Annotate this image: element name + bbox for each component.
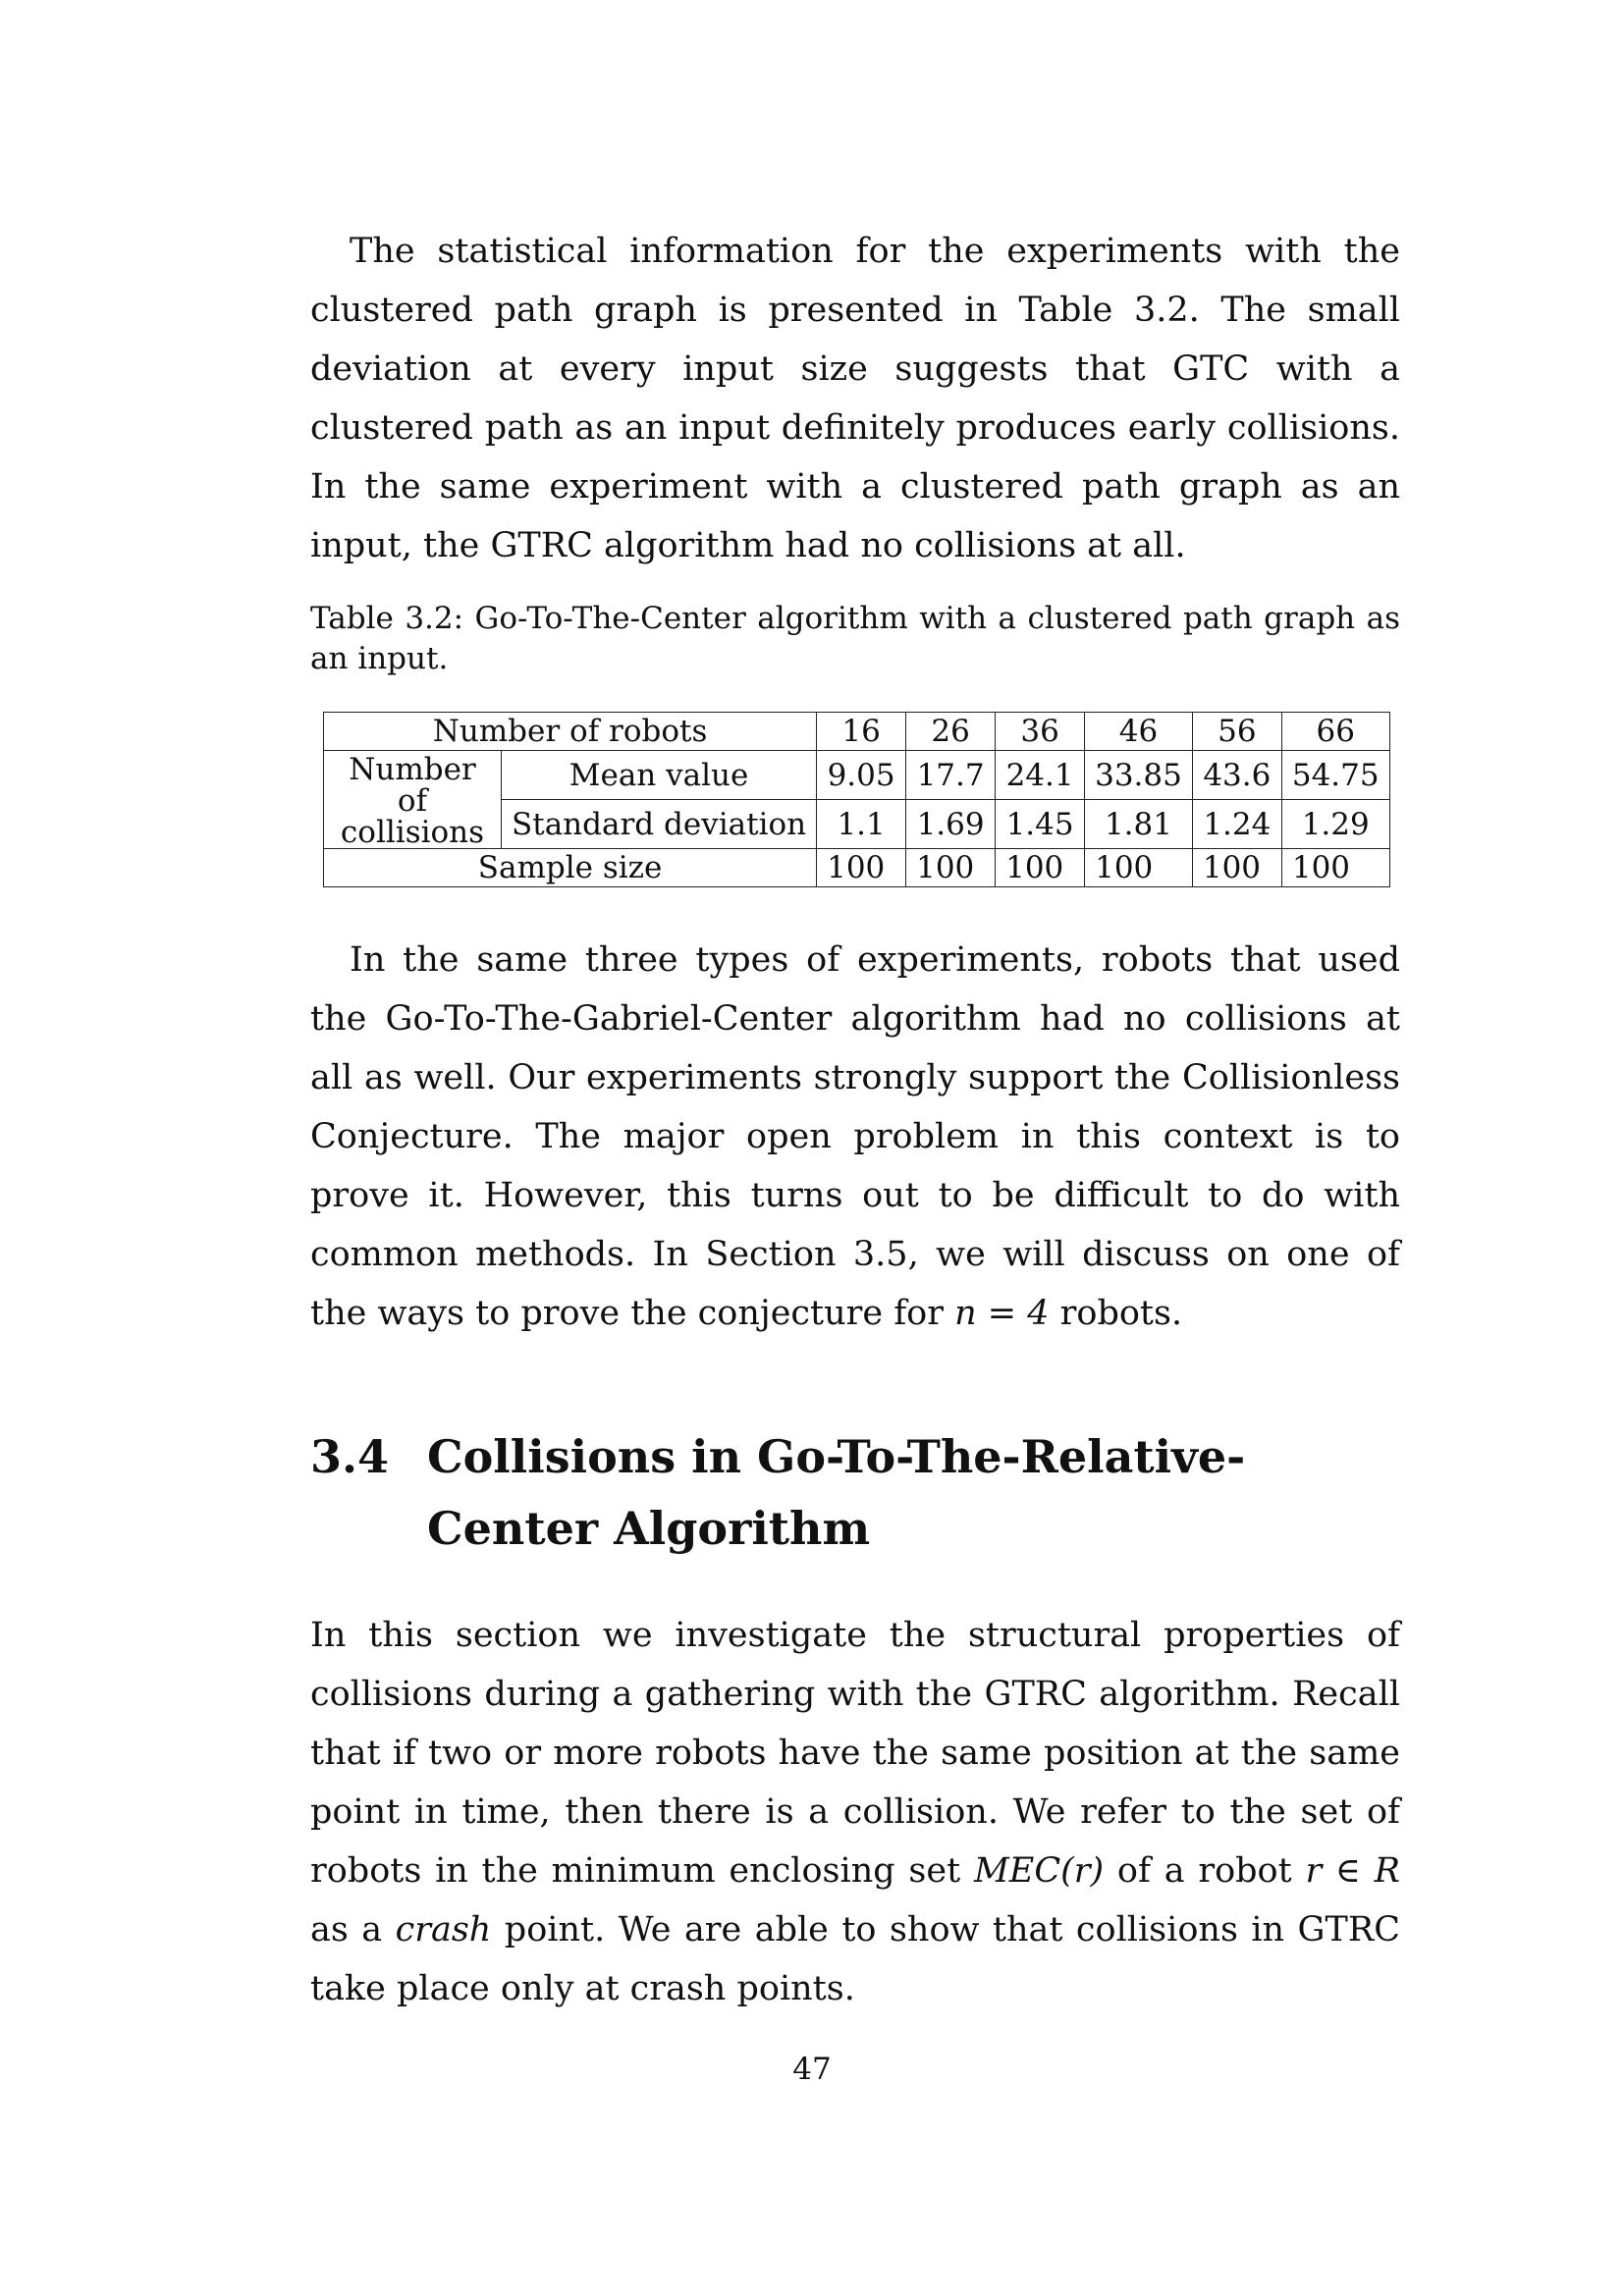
- table-cell: 1.29: [1281, 800, 1389, 849]
- table-row: [324, 751, 1390, 800]
- table-cell: 33.85: [1085, 751, 1193, 800]
- section-title: Collisions in Go-To-The-Relative-Center Algorithm: [427, 1430, 1246, 1555]
- paragraph-statistical-info: [310, 222, 1400, 575]
- paragraph-3-part1: In this section we investigate the structural properties of collisions during a gathering with the GTRC algorithm. Recall that if two or more robots have the same position at the same point in time, then there is a collision. We refer to the set of robots in the minimum enclosing set: [310, 1616, 1400, 1891]
- table-cell: 1.69: [906, 800, 996, 849]
- header-cell: 26: [906, 713, 996, 751]
- math-mec-r: MEC(r): [973, 1851, 1105, 1891]
- paragraph-2-body: In the same three types of experiments, robots that used the Go-To-The-Gabriel-Center algorithm had no collisions at all as well. Our experiments strongly support the Collisionless Conjecture. The major open problem in this context is to prove it. However, this turns out to be difficult to do with common methods. In Section 3.5, we will discuss on one of the ways to prove the conjecture for: [310, 940, 1400, 1333]
- table-cell: 100: [817, 849, 906, 887]
- header-cell: 56: [1192, 713, 1281, 751]
- table-cell: 100: [1281, 849, 1389, 887]
- table-row: [324, 849, 1390, 887]
- header-label-cell: Number of robots: [324, 713, 817, 751]
- table-caption: Table 3.2: Go-To-The-Center algorithm with a clustered path graph as an input.: [310, 601, 1400, 676]
- table-cell: 100: [1192, 849, 1281, 887]
- mean-label-cell: Mean value: [502, 751, 817, 800]
- paragraph-1-text: The statistical information for the experiments with the clustered path graph is presented in Table 3.2. The small deviation at every input size suggests that GTC with a clustered path as an input definitely produces early collisions. In the same experiment with a clustered path graph as an input, the GTRC algorithm had no collisions at all.: [310, 232, 1400, 565]
- paragraph-2-end: robots.: [1059, 1294, 1183, 1333]
- table-row: [324, 713, 1390, 751]
- std-label-cell: Standard deviation: [502, 800, 817, 849]
- paragraph-2-text: [310, 931, 1400, 1343]
- header-cell: 16: [817, 713, 906, 751]
- table-cell: 1.81: [1085, 800, 1193, 849]
- collision-table: [323, 712, 1390, 887]
- header-cell: 46: [1085, 713, 1193, 751]
- table-cell: 100: [906, 849, 996, 887]
- paragraph-3-part3: as a: [310, 1910, 383, 1949]
- table-cell: 1.1: [817, 800, 906, 849]
- section-number: 3.4: [310, 1430, 390, 1483]
- table-cell: 9.05: [817, 751, 906, 800]
- group-label-cell: Number of collisions: [324, 751, 502, 849]
- table-cell: 54.75: [1281, 751, 1389, 800]
- paragraph-gabriel-center: [310, 931, 1400, 1343]
- table-cell: 100: [996, 849, 1085, 887]
- header-cell: 66: [1281, 713, 1389, 751]
- sample-label-cell: Sample size: [324, 849, 817, 887]
- math-n-equals-4: n = 4: [954, 1294, 1050, 1333]
- paragraph-3-part2: of a robot: [1116, 1851, 1292, 1891]
- math-r-in-R: r ∈ R: [1305, 1851, 1400, 1891]
- table-cell: 1.24: [1192, 800, 1281, 849]
- paragraph-3-text: [310, 1606, 1400, 2018]
- table-cell: 43.6: [1192, 751, 1281, 800]
- table-cell: 1.45: [996, 800, 1085, 849]
- table-cell: 24.1: [996, 751, 1085, 800]
- page-number: 47: [792, 2052, 832, 2087]
- paragraph-gtrc-collisions: [310, 1606, 1400, 2018]
- table-cell: 100: [1085, 849, 1193, 887]
- paragraph-3-part4: point. We are able to show that collisions in GTRC take place only at crash points.: [310, 1910, 1400, 2008]
- header-cell: 36: [996, 713, 1085, 751]
- emphasis-crash: crash: [395, 1910, 492, 1949]
- table-cell: 17.7: [906, 751, 996, 800]
